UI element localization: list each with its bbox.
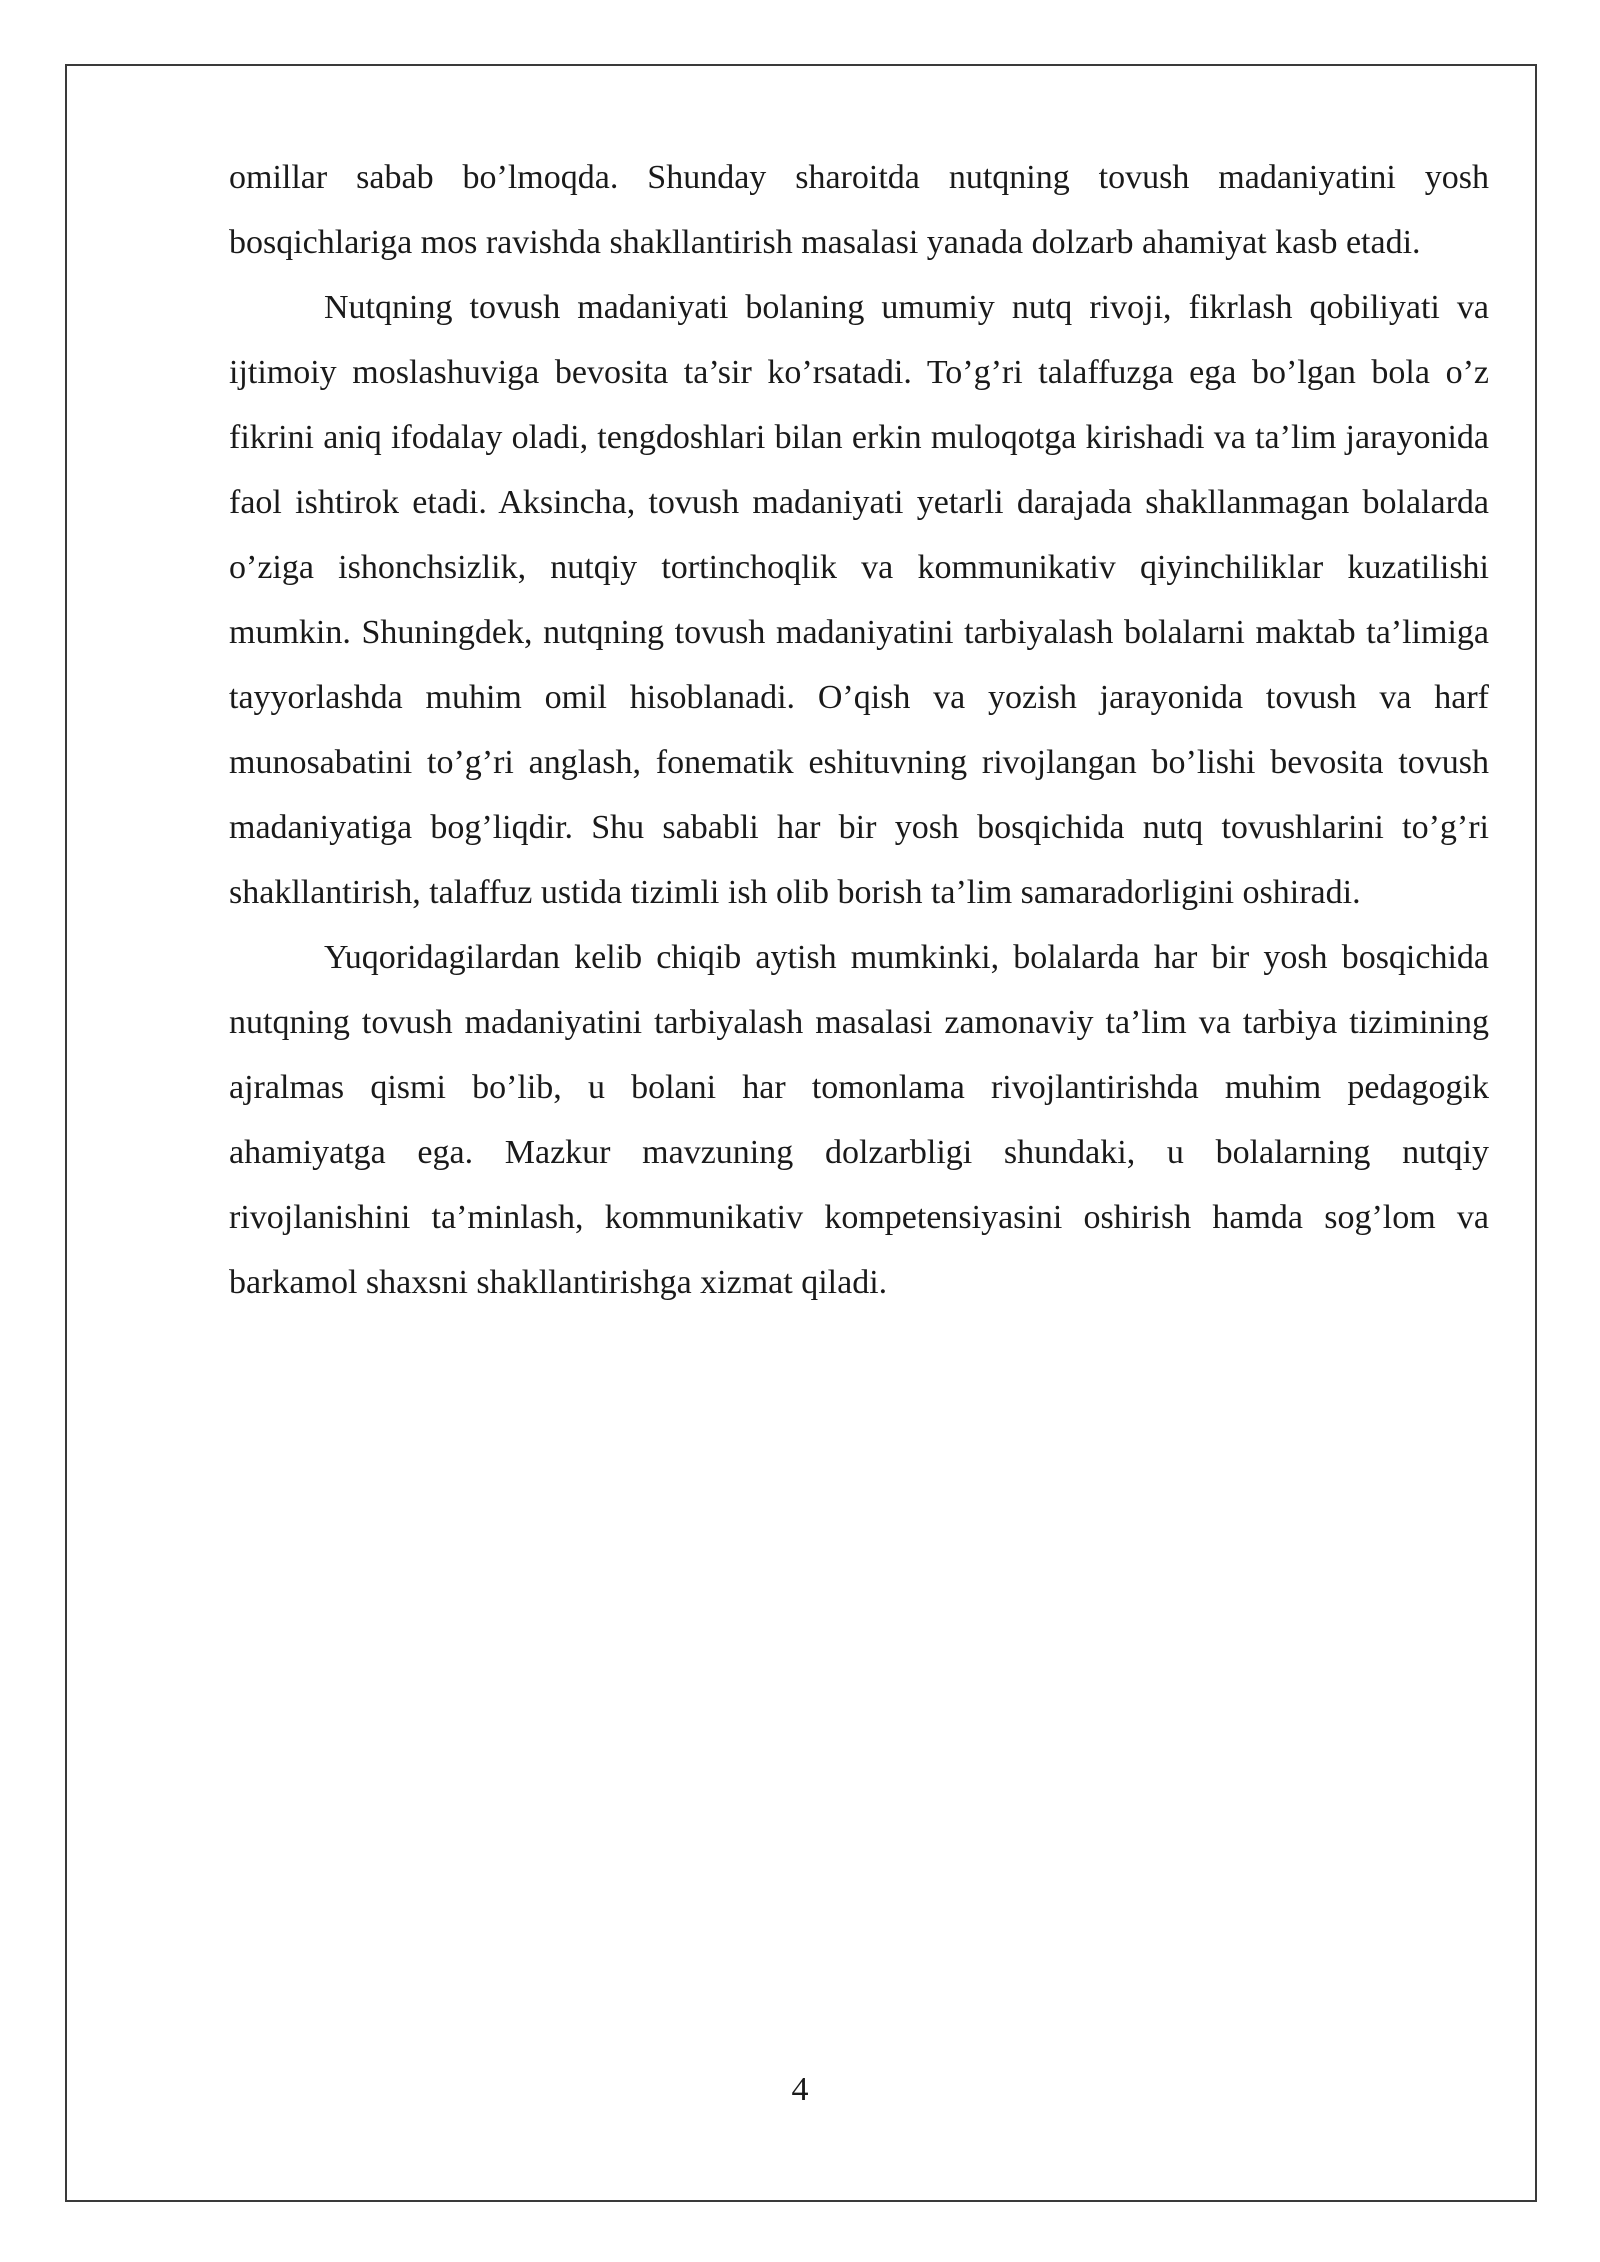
paragraph-1: omillar sabab bo’lmoqda. Shunday sharoitda nutqning tovush madaniyatini yosh bosqichlariga mos ravishda shakllantirish masalasi yanada dolzarb ahamiyat kasb etadi. (229, 159, 1489, 261)
paragraph-2: Nutqning tovush madaniyati bolaning umumiy nutq rivoji, fikrlash qobiliyati va ijtimoiy moslashuviga bevosita ta’sir ko’rsatadi. To’g’ri talaffuzga ega bo’lgan bola o’z fikrini aniq ifodalay oladi, tengdoshlari bilan erkin muloqotga kirishadi va ta’lim jarayonida faol ishtirok etadi. Aksincha, tovush madaniyati yetarli darajada shakllanmagan bolalarda o’ziga ishonchsizlik, nutqiy tortinchoqlik va kommunikativ qiyinchiliklar kuzatilishi mumkin. Shuningdek, nutqning tovush madaniyatini tarbiyalash bolalarni maktab ta’limiga tayyorlashda muhim omil hisoblanadi. O’qish va yozish jarayonida tovush va harf munosabatini to’g’ri anglash, fonematik eshituvning rivojlangan bo’lishi bevosita tovush madaniyatiga bog’liqdir. Shu sababli har bir yosh bosqichida nutq tovushlarini to’g’ri shakllantirish, talaffuz ustida tizimli ish olib borish ta’lim samaradorligini oshiradi. (229, 289, 1489, 911)
page-number: 4 (791, 2071, 809, 2108)
paragraph-3: Yuqoridagilardan kelib chiqib aytish mumkinki, bolalarda har bir yosh bosqichida nutqning tovush madaniyatini tarbiyalash masalasi zamonaviy ta’lim va tarbiya tizimining ajralmas qismi bo’lib, u bolani har tomonlama rivojlantirishda muhim pedagogik ahamiyatga ega. Mazkur mavzuning dolzarbligi shundaki, u bolalarning nutqiy rivojlanishini ta’minlash, kommunikativ kompetensiyasini oshirish hamda sog’lom va barkamol shaxsni shakllantirishga xizmat qiladi. (229, 939, 1489, 1301)
body-text (229, 145, 1489, 1315)
